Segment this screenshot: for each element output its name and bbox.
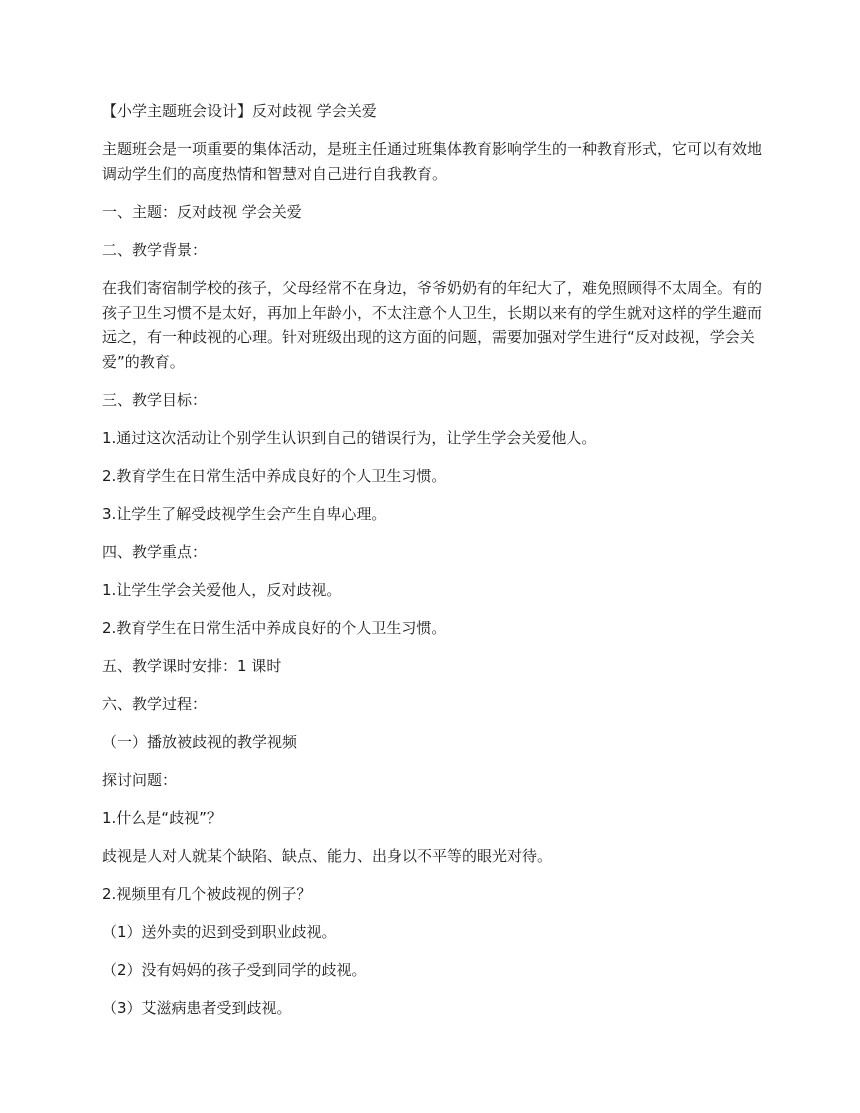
section-heading-process: 六、教学过程： xyxy=(102,695,208,713)
example-1: （1）送外卖的迟到受到职业歧视。 xyxy=(102,923,337,941)
answer-1: 歧视是人对人就某个缺陷、缺点、能力、出身以不平等的眼光对待。 xyxy=(102,847,553,865)
example-3: （3）艾滋病患者受到歧视。 xyxy=(102,999,292,1017)
goal-item-1: 1.通过这次活动让个别学生认识到自己的错误行为，让学生学会关爱他人。 xyxy=(102,429,597,447)
section-heading-goals: 三、教学目标： xyxy=(102,391,208,409)
key-point-2: 2.教育学生在日常生活中养成良好的个人卫生习惯。 xyxy=(102,619,447,637)
key-point-1: 1.让学生学会关爱他人，反对歧视。 xyxy=(102,581,342,599)
section-heading-schedule: 五、教学课时安排：1 课时 xyxy=(102,657,282,675)
goal-item-2: 2.教育学生在日常生活中养成良好的个人卫生习惯。 xyxy=(102,467,447,485)
example-2: （2）没有妈妈的孩子受到同学的歧视。 xyxy=(102,961,367,979)
question-2: 2.视频里有几个被歧视的例子？ xyxy=(102,885,312,903)
section-heading-background: 二、教学背景： xyxy=(102,241,208,259)
goal-item-3: 3.让学生了解受歧视学生会产生自卑心理。 xyxy=(102,505,387,523)
process-step-1: （一）播放被歧视的教学视频 xyxy=(102,733,298,751)
question-1: 1.什么是“歧视”？ xyxy=(102,809,222,827)
section-heading-theme: 一、主题：反对歧视 学会关爱 xyxy=(102,203,302,221)
document-body xyxy=(102,99,762,1034)
section-heading-key-points: 四、教学重点： xyxy=(102,543,208,561)
discussion-label: 探讨问题： xyxy=(102,771,178,789)
document-title: 【小学主题班会设计】反对歧视 学会关爱 xyxy=(102,102,377,120)
intro-paragraph: 主题班会是一项重要的集体活动，是班主任通过班集体教育影响学生的一种教育形式，它可以有效地调动学生们的高度热情和智慧对自己进行自我教育。 xyxy=(102,140,763,183)
background-paragraph: 在我们寄宿制学校的孩子，父母经常不在身边，爷爷奶奶有的年纪大了，难免照顾得不太周全。有的孩子卫生习惯不是太好，再加上年龄小，不太注意个人卫生，长期以来有的学生就对这样的学生避而远之，有一种歧视的心理。针对班级出现的这方面的问题，需要加强对学生进行“反对歧视，学会关爱”的教育。 xyxy=(102,279,763,371)
